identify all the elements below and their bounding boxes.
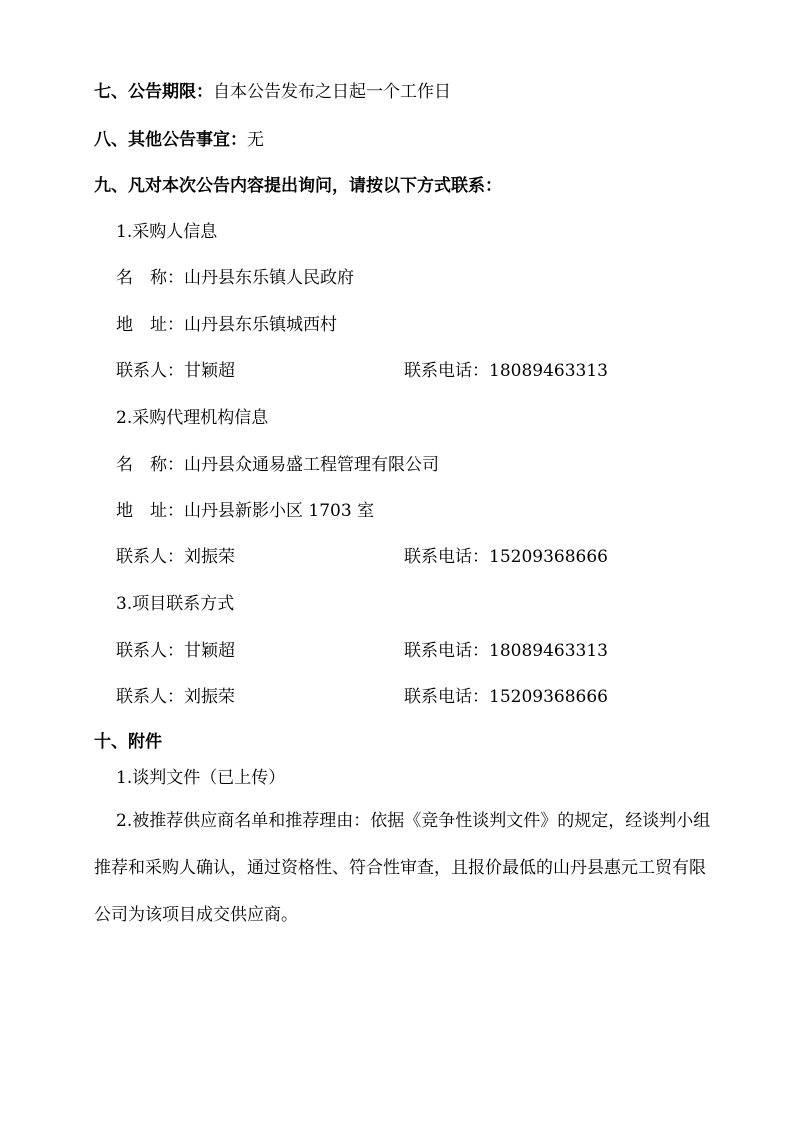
project-phone: 联系电话：15209368666: [404, 687, 608, 707]
section-7-heading: 七、公告期限：: [94, 82, 213, 102]
purchaser-title: 1.采购人信息: [116, 222, 218, 242]
project-title: 3.项目联系方式: [116, 594, 235, 614]
purchaser-contact-row: [116, 359, 716, 383]
purchaser-contact: 联系人：甘颖超: [116, 361, 235, 381]
section-7: [94, 80, 451, 104]
agency-address: 地 址：山丹县新影小区 1703 室: [116, 501, 375, 521]
project-contact: 联系人：刘振荣: [116, 687, 235, 707]
section-8-heading: 八、其他公告事宜：: [94, 130, 247, 150]
agency-contact-row: [116, 545, 716, 569]
agency-name: 名 称：山丹县众通易盛工程管理有限公司: [116, 455, 439, 475]
section-7-text: 自本公告发布之日起一个工作日: [213, 82, 451, 102]
section-8: [94, 128, 264, 152]
purchaser-phone: 联系电话：18089463313: [404, 361, 608, 381]
project-contact: 联系人：甘颖超: [116, 641, 235, 661]
section-10-heading: 十、附件: [94, 732, 162, 752]
agency-contact: 联系人：刘振荣: [116, 547, 235, 567]
purchaser-address: 地 址：山丹县东乐镇城西村: [116, 315, 337, 335]
section-9-heading: 九、凡对本次公告内容提出询问，请按以下方式联系：: [94, 176, 502, 196]
project-phone: 联系电话：18089463313: [404, 641, 608, 661]
agency-title: 2.采购代理机构信息: [116, 408, 269, 428]
attachment-item-2: 2.被推荐供应商名单和推荐理由：依据《竞争性谈判文件》的规定，经谈判小组推荐和采购人确认，通过资格性、符合性审查，且报价最低的山丹县惠元工贸有限公司为该项目成交供应商。: [94, 811, 711, 925]
agency-phone: 联系电话：15209368666: [404, 547, 608, 567]
section-8-text: 无: [247, 130, 264, 150]
attachment-item-1: 1.谈判文件（已上传）: [116, 768, 286, 788]
project-contact-row: [116, 639, 716, 663]
project-contact-row: [116, 685, 716, 709]
purchaser-name: 名 称：山丹县东乐镇人民政府: [116, 268, 354, 288]
